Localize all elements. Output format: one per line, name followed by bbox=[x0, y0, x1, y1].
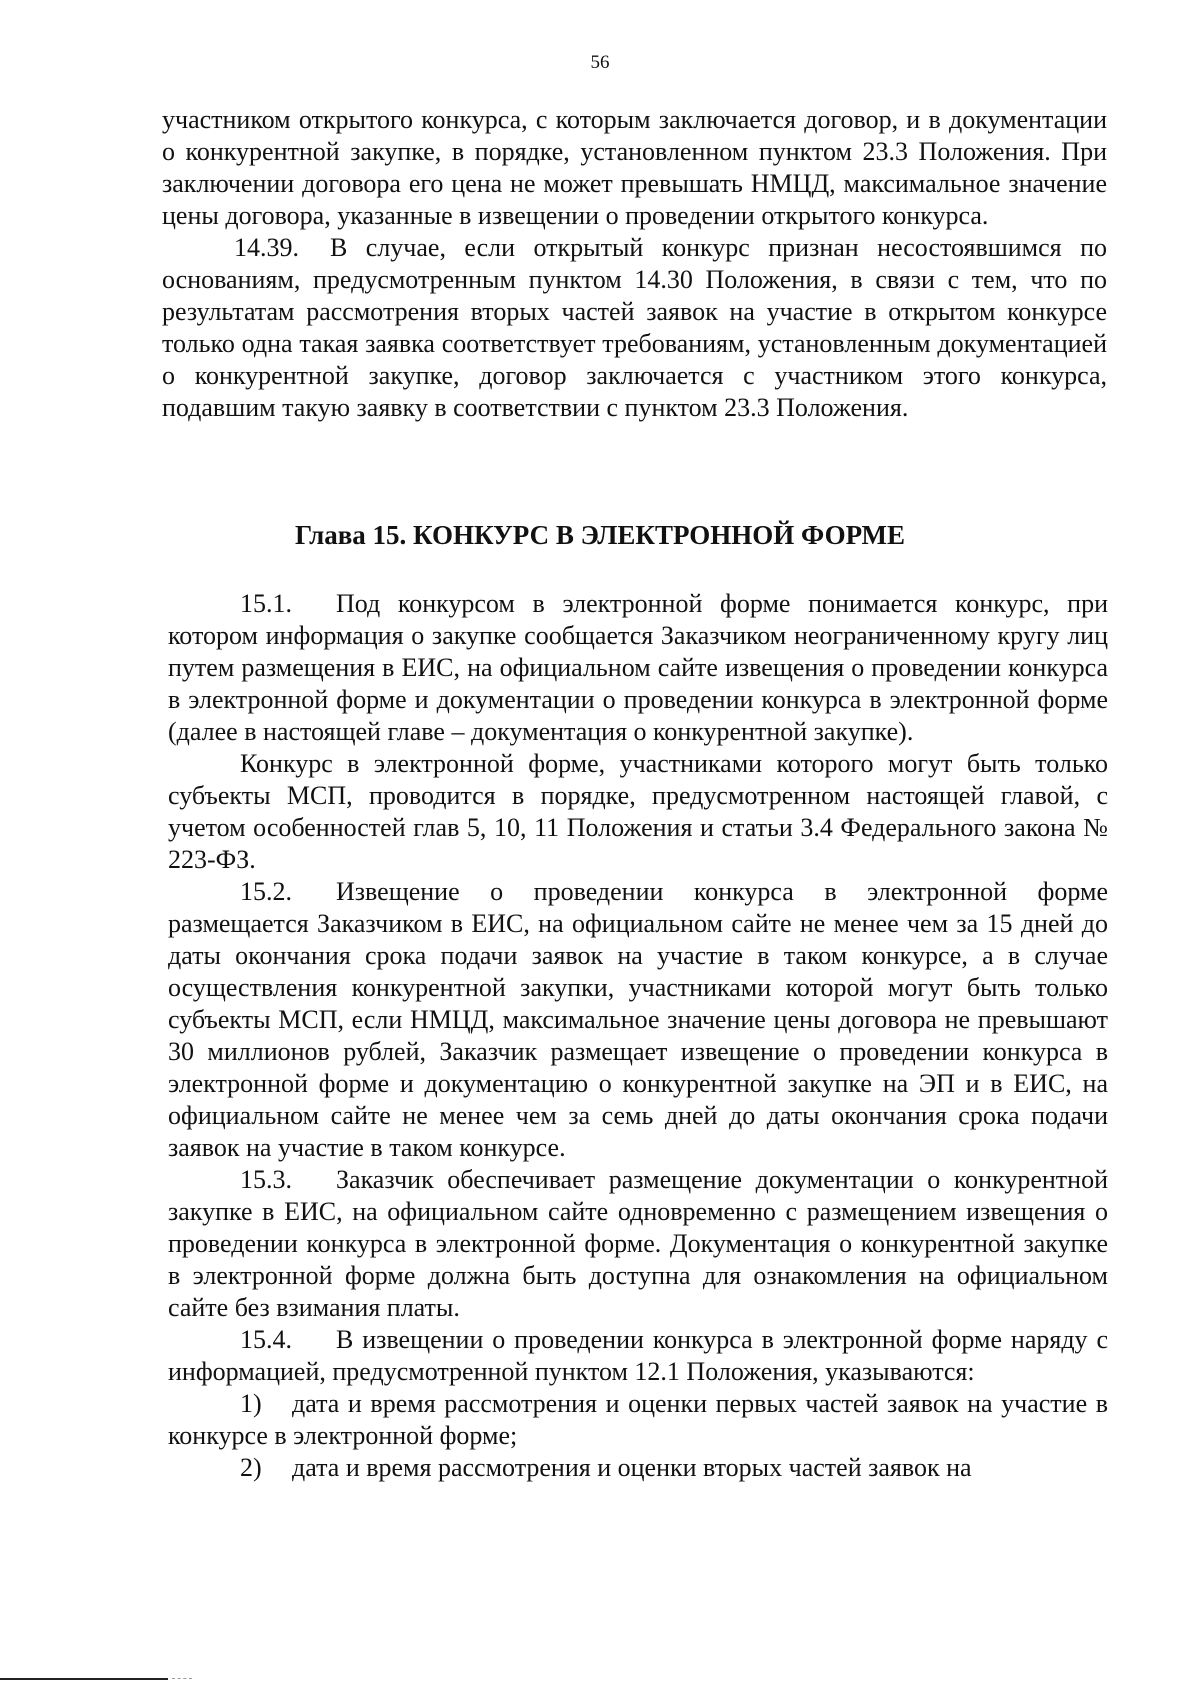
list-item-1 bbox=[168, 1388, 1108, 1452]
clause-number: 15.1. bbox=[240, 589, 292, 618]
paragraph-15-2 bbox=[168, 876, 1108, 1164]
list-text: дата и время рассмотрения и оценки первых частей заявок на участие в конкурсе в электронной форме; bbox=[168, 1389, 1108, 1450]
clause-text: Заказчик обеспечивает размещение документации о конкурентной закупке в ЕИС, на официальном сайте одновременно с размещением извещения о проведении конкурса в электронной форме. Документация о конкурентной закупке в электронной форме должна быть доступна для ознакомления на официальном сайте без взимания платы. bbox=[168, 1165, 1108, 1322]
clause-number: 15.2. bbox=[240, 877, 292, 906]
text-block-chapter-15 bbox=[168, 588, 1108, 1484]
list-text: дата и время рассмотрения и оценки вторых частей заявок на bbox=[292, 1453, 972, 1482]
footer-rule-faint bbox=[172, 1678, 192, 1680]
clause-text: В извещении о проведении конкурса в электронной форме наряду с информацией, предусмотренной пунктом 12.1 Положения, указываются: bbox=[168, 1325, 1108, 1386]
page-number: 56 bbox=[590, 52, 610, 73]
paragraph-14-39 bbox=[162, 232, 1107, 424]
list-number: 2) bbox=[240, 1453, 262, 1482]
clause-text: Под конкурсом в электронной форме понимается конкурс, при котором информация о закупке сообщается Заказчиком неограниченному кругу лиц путем размещения в ЕИС, на официальном сайте извещения о проведении конкурса в электронной форме и документации о проведении конкурса в электронной форме (далее в настоящей главе – документация о конкурентной закупке). bbox=[168, 589, 1108, 746]
footer-rule bbox=[0, 1678, 168, 1680]
chapter-title: Глава 15. КОНКУРС В ЭЛЕКТРОННОЙ ФОРМЕ bbox=[294, 520, 906, 550]
paragraph-continuation: участником открытого конкурса, с которым заключается договор, и в документации о конкурентной закупке, в порядке, установленном пунктом 23.3 Положения. При заключении договора его цена не может превышать НМЦД, максимальное значение цены договора, указанные в извещении о проведении открытого конкурса. bbox=[162, 105, 1107, 230]
clause-number: 14.39. bbox=[234, 233, 299, 262]
clause-number: 15.4. bbox=[240, 1325, 292, 1354]
paragraph-15-1 bbox=[168, 588, 1108, 748]
list-item-2 bbox=[168, 1452, 1108, 1484]
clause-text: В случае, если открытый конкурс признан несостоявшимся по основаниям, предусмотренным пунктом 14.30 Положения, в связи с тем, что по результатам рассмотрения вторых частей заявок на участие в открытом конкурсе только одна такая заявка соответствует требованиям, установленным документацией о конкурентной закупке, договор заключается с участником этого конкурса, подавшим такую заявку в соответствии с пунктом 23.3 Положения. bbox=[162, 233, 1107, 422]
list-number: 1) bbox=[240, 1389, 262, 1418]
paragraph-15-4 bbox=[168, 1324, 1108, 1388]
clause-number: 15.3. bbox=[240, 1165, 292, 1194]
clause-text: Извещение о проведении конкурса в электронной форме размещается Заказчиком в ЕИС, на официальном сайте не менее чем за 15 дней до даты окончания срока подачи заявок на участие в таком конкурсе, а в случае осуществления конкурентной закупки, участниками которой могут быть только субъекты МСП, если НМЦД, максимальное значение цены договора не превышают 30 миллионов рублей, Заказчик размещает извещение о проведении конкурса в электронной форме и документацию о конкурентной закупке на ЭП и в ЕИС, на официальном сайте не менее чем за семь дней до даты окончания срока подачи заявок на участие в таком конкурсе. bbox=[168, 877, 1108, 1162]
text-block-top bbox=[162, 104, 1107, 424]
paragraph-15-3 bbox=[168, 1164, 1108, 1324]
paragraph-msp: Конкурс в электронной форме, участниками которого могут быть только субъекты МСП, проводится в порядке, предусмотренном настоящей главой, с учетом особенностей глав 5, 10, 11 Положения и статьи 3.4 Федерального закона № 223-ФЗ. bbox=[168, 749, 1108, 874]
